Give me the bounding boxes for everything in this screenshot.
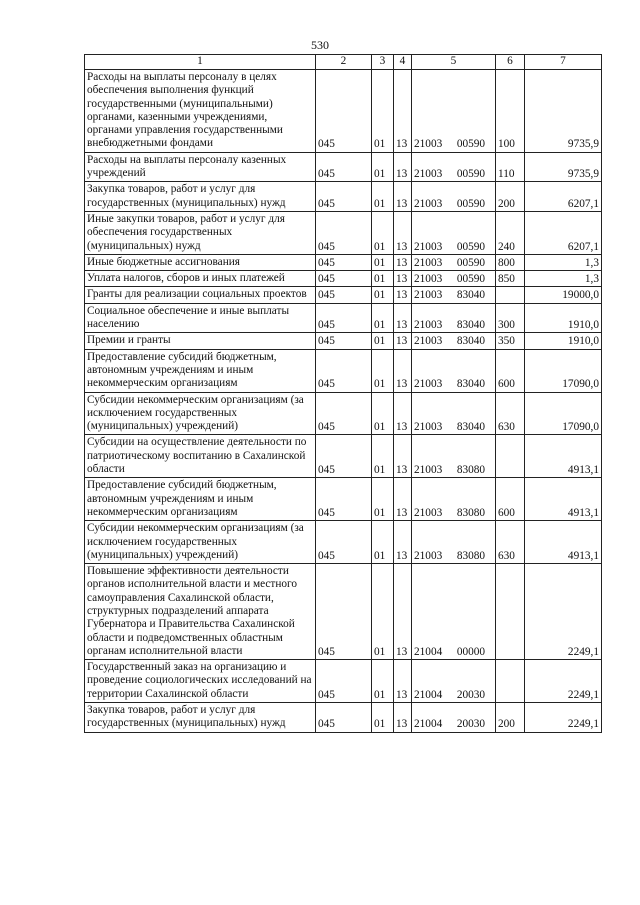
expense-type-cell: 630 bbox=[496, 521, 525, 564]
expense-type-cell: 300 bbox=[496, 303, 525, 333]
program-code: 21003 bbox=[414, 464, 443, 477]
amount-cell: 6207,1 bbox=[525, 211, 602, 254]
amount-cell: 17090,0 bbox=[525, 392, 602, 435]
description-cell: Закупка товаров, работ и услуг для государственных (муниципальных) нужд bbox=[85, 703, 316, 733]
section-code-cell: 01 bbox=[372, 303, 394, 333]
table-row bbox=[85, 182, 602, 212]
description-cell: Государственный заказ на организацию и проведение социологических исследований на территории Сахалинской области bbox=[85, 660, 316, 703]
direction-code: 83080 bbox=[456, 464, 486, 477]
ministry-code-cell: 045 bbox=[316, 211, 372, 254]
amount-cell: 9735,9 bbox=[525, 152, 602, 182]
target-article-cell bbox=[412, 152, 496, 182]
header-cell: 4 bbox=[394, 55, 412, 70]
subsection-code-cell: 13 bbox=[394, 703, 412, 733]
direction-code: 83080 bbox=[456, 506, 486, 519]
amount-cell: 19000,0 bbox=[525, 287, 602, 303]
section-code-cell: 01 bbox=[372, 211, 394, 254]
subsection-code-cell: 13 bbox=[394, 287, 412, 303]
ministry-code-cell: 045 bbox=[316, 660, 372, 703]
program-code: 21003 bbox=[414, 421, 443, 434]
section-code-cell: 01 bbox=[372, 152, 394, 182]
header-cell: 6 bbox=[496, 55, 525, 70]
subsection-code-cell: 13 bbox=[394, 254, 412, 270]
ministry-code-cell: 045 bbox=[316, 152, 372, 182]
amount-cell: 2249,1 bbox=[525, 564, 602, 660]
ministry-code-cell: 045 bbox=[316, 303, 372, 333]
target-article-cell bbox=[412, 521, 496, 564]
header-cell: 7 bbox=[525, 55, 602, 70]
section-code-cell: 01 bbox=[372, 333, 394, 349]
program-code: 21004 bbox=[414, 645, 443, 658]
section-code-cell: 01 bbox=[372, 478, 394, 521]
direction-code: 83080 bbox=[456, 549, 486, 562]
description-cell: Иные закупки товаров, работ и услуг для обеспечения государственных (муниципальных) нужд bbox=[85, 211, 316, 254]
description-cell: Субсидии на осуществление деятельности по патриотическому воспитанию в Сахалинской области bbox=[85, 435, 316, 478]
direction-code: 00590 bbox=[456, 256, 486, 269]
table-row bbox=[85, 303, 602, 333]
description-cell: Гранты для реализации социальных проектов bbox=[85, 287, 316, 303]
table-body bbox=[85, 55, 602, 733]
table-row bbox=[85, 660, 602, 703]
subsection-code-cell: 13 bbox=[394, 392, 412, 435]
header-cell: 1 bbox=[85, 55, 316, 70]
program-code: 21003 bbox=[414, 256, 443, 269]
program-code: 21003 bbox=[414, 240, 443, 253]
subsection-code-cell: 13 bbox=[394, 478, 412, 521]
subsection-code-cell: 13 bbox=[394, 521, 412, 564]
description-cell: Предоставление субсидий бюджетным, автономным учреждениям и иным некоммерческим организациям bbox=[85, 349, 316, 392]
subsection-code-cell: 13 bbox=[394, 333, 412, 349]
program-code: 21003 bbox=[414, 289, 443, 302]
description-cell: Расходы на выплаты персоналу казенных учреждений bbox=[85, 152, 316, 182]
direction-code: 83040 bbox=[456, 319, 486, 332]
section-code-cell: 01 bbox=[372, 703, 394, 733]
expense-type-cell: 600 bbox=[496, 478, 525, 521]
program-code: 21003 bbox=[414, 378, 443, 391]
program-code: 21003 bbox=[414, 335, 443, 348]
target-article-cell bbox=[412, 703, 496, 733]
section-code-cell: 01 bbox=[372, 70, 394, 153]
description-cell: Субсидии некоммерческим организациям (за исключением государственных (муниципальных) учреждений) bbox=[85, 521, 316, 564]
section-code-cell: 01 bbox=[372, 182, 394, 212]
description-cell: Закупка товаров, работ и услуг для государственных (муниципальных) нужд bbox=[85, 182, 316, 212]
ministry-code-cell: 045 bbox=[316, 271, 372, 287]
ministry-code-cell: 045 bbox=[316, 254, 372, 270]
direction-code: 20030 bbox=[456, 688, 486, 701]
target-article-cell bbox=[412, 349, 496, 392]
target-article-cell bbox=[412, 287, 496, 303]
expense-type-cell bbox=[496, 435, 525, 478]
table-row bbox=[85, 703, 602, 733]
table-row bbox=[85, 254, 602, 270]
expense-type-cell bbox=[496, 660, 525, 703]
ministry-code-cell: 045 bbox=[316, 333, 372, 349]
table-row bbox=[85, 211, 602, 254]
amount-cell: 6207,1 bbox=[525, 182, 602, 212]
subsection-code-cell: 13 bbox=[394, 660, 412, 703]
program-code: 21003 bbox=[414, 138, 443, 151]
subsection-code-cell: 13 bbox=[394, 271, 412, 287]
target-article-cell bbox=[412, 211, 496, 254]
ministry-code-cell: 045 bbox=[316, 287, 372, 303]
expense-type-cell: 100 bbox=[496, 70, 525, 153]
direction-code: 00590 bbox=[456, 273, 486, 286]
program-code: 21004 bbox=[414, 688, 443, 701]
section-code-cell: 01 bbox=[372, 287, 394, 303]
program-code: 21003 bbox=[414, 549, 443, 562]
amount-cell: 1,3 bbox=[525, 271, 602, 287]
direction-code: 83040 bbox=[456, 378, 486, 391]
section-code-cell: 01 bbox=[372, 271, 394, 287]
target-article-cell bbox=[412, 660, 496, 703]
expense-type-cell: 600 bbox=[496, 349, 525, 392]
amount-cell: 4913,1 bbox=[525, 478, 602, 521]
subsection-code-cell: 13 bbox=[394, 303, 412, 333]
budget-table bbox=[84, 54, 602, 733]
description-cell: Расходы на выплаты персоналу в целях обеспечения выполнения функций государственными (муниципальными) органами, казенными учреждениями, органами управления государственными внебюджетными фондами bbox=[85, 70, 316, 153]
target-article-cell bbox=[412, 70, 496, 153]
direction-code: 83040 bbox=[456, 289, 486, 302]
description-cell: Социальное обеспечение и иные выплаты населению bbox=[85, 303, 316, 333]
expense-type-cell bbox=[496, 564, 525, 660]
ministry-code-cell: 045 bbox=[316, 564, 372, 660]
ministry-code-cell: 045 bbox=[316, 392, 372, 435]
direction-code: 00590 bbox=[456, 138, 486, 151]
table-row bbox=[85, 287, 602, 303]
program-code: 21003 bbox=[414, 319, 443, 332]
ministry-code-cell: 045 bbox=[316, 703, 372, 733]
target-article-cell bbox=[412, 254, 496, 270]
ministry-code-cell: 045 bbox=[316, 478, 372, 521]
ministry-code-cell: 045 bbox=[316, 435, 372, 478]
section-code-cell: 01 bbox=[372, 254, 394, 270]
expense-type-cell bbox=[496, 287, 525, 303]
amount-cell: 9735,9 bbox=[525, 70, 602, 153]
expense-type-cell: 850 bbox=[496, 271, 525, 287]
section-code-cell: 01 bbox=[372, 392, 394, 435]
description-cell: Иные бюджетные ассигнования bbox=[85, 254, 316, 270]
direction-code: 00590 bbox=[456, 168, 486, 181]
amount-cell: 1910,0 bbox=[525, 333, 602, 349]
direction-code: 83040 bbox=[456, 335, 486, 348]
program-code: 21003 bbox=[414, 273, 443, 286]
page-number: 530 bbox=[311, 38, 329, 52]
header-row bbox=[85, 55, 602, 70]
section-code-cell: 01 bbox=[372, 660, 394, 703]
amount-cell: 17090,0 bbox=[525, 349, 602, 392]
expense-type-cell: 350 bbox=[496, 333, 525, 349]
expense-type-cell: 110 bbox=[496, 152, 525, 182]
direction-code: 00590 bbox=[456, 240, 486, 253]
table-row bbox=[85, 349, 602, 392]
target-article-cell bbox=[412, 182, 496, 212]
table-row bbox=[85, 521, 602, 564]
ministry-code-cell: 045 bbox=[316, 521, 372, 564]
table-row bbox=[85, 70, 602, 153]
table-row bbox=[85, 271, 602, 287]
target-article-cell bbox=[412, 303, 496, 333]
target-article-cell bbox=[412, 392, 496, 435]
program-code: 21004 bbox=[414, 718, 443, 731]
amount-cell: 2249,1 bbox=[525, 703, 602, 733]
table-row bbox=[85, 333, 602, 349]
section-code-cell: 01 bbox=[372, 564, 394, 660]
subsection-code-cell: 13 bbox=[394, 211, 412, 254]
section-code-cell: 01 bbox=[372, 521, 394, 564]
amount-cell: 4913,1 bbox=[525, 435, 602, 478]
expense-type-cell: 200 bbox=[496, 703, 525, 733]
amount-cell: 1,3 bbox=[525, 254, 602, 270]
subsection-code-cell: 13 bbox=[394, 70, 412, 153]
amount-cell: 2249,1 bbox=[525, 660, 602, 703]
table-row bbox=[85, 392, 602, 435]
description-cell: Повышение эффективности деятельности органов исполнительной власти и местного самоуправления Сахалинской области, структурных подразделений аппарата Губернатора и Правительства Сахалинской области и подведомственных областным органам исполнительной власти bbox=[85, 564, 316, 660]
description-cell: Премии и гранты bbox=[85, 333, 316, 349]
header-cell: 2 bbox=[316, 55, 372, 70]
subsection-code-cell: 13 bbox=[394, 349, 412, 392]
target-article-cell bbox=[412, 478, 496, 521]
direction-code: 20030 bbox=[456, 718, 486, 731]
table-row bbox=[85, 152, 602, 182]
table-row bbox=[85, 435, 602, 478]
subsection-code-cell: 13 bbox=[394, 152, 412, 182]
program-code: 21003 bbox=[414, 506, 443, 519]
amount-cell: 4913,1 bbox=[525, 521, 602, 564]
description-cell: Уплата налогов, сборов и иных платежей bbox=[85, 271, 316, 287]
direction-code: 83040 bbox=[456, 421, 486, 434]
subsection-code-cell: 13 bbox=[394, 435, 412, 478]
direction-code: 00000 bbox=[456, 645, 486, 658]
ministry-code-cell: 045 bbox=[316, 182, 372, 212]
expense-type-cell: 630 bbox=[496, 392, 525, 435]
target-article-cell bbox=[412, 564, 496, 660]
expense-type-cell: 240 bbox=[496, 211, 525, 254]
ministry-code-cell: 045 bbox=[316, 349, 372, 392]
program-code: 21003 bbox=[414, 168, 443, 181]
amount-cell: 1910,0 bbox=[525, 303, 602, 333]
table-row bbox=[85, 564, 602, 660]
table-row bbox=[85, 478, 602, 521]
program-code: 21003 bbox=[414, 197, 443, 210]
header-cell: 3 bbox=[372, 55, 394, 70]
subsection-code-cell: 13 bbox=[394, 564, 412, 660]
header-cell: 5 bbox=[412, 55, 496, 70]
direction-code: 00590 bbox=[456, 197, 486, 210]
description-cell: Предоставление субсидий бюджетным, автономным учреждениям и иным некоммерческим организациям bbox=[85, 478, 316, 521]
description-cell: Субсидии некоммерческим организациям (за исключением государственных (муниципальных) учреждений) bbox=[85, 392, 316, 435]
target-article-cell bbox=[412, 271, 496, 287]
subsection-code-cell: 13 bbox=[394, 182, 412, 212]
section-code-cell: 01 bbox=[372, 349, 394, 392]
section-code-cell: 01 bbox=[372, 435, 394, 478]
target-article-cell bbox=[412, 435, 496, 478]
expense-type-cell: 800 bbox=[496, 254, 525, 270]
target-article-cell bbox=[412, 333, 496, 349]
ministry-code-cell: 045 bbox=[316, 70, 372, 153]
expense-type-cell: 200 bbox=[496, 182, 525, 212]
